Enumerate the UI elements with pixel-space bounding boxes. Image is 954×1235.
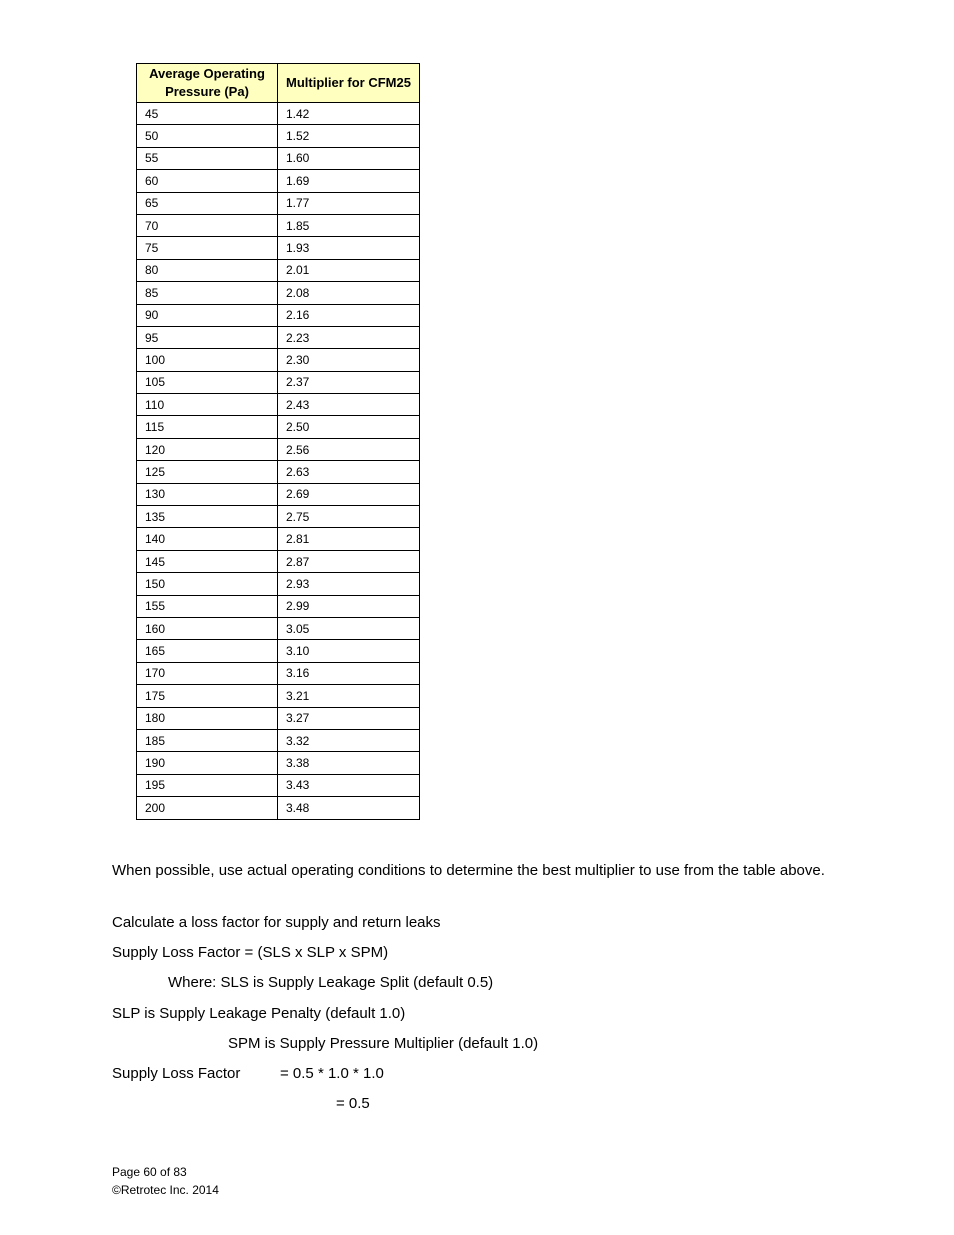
table-row [137,237,420,259]
table-row [137,371,420,393]
table-header-row [137,64,420,103]
pressure-cell: 75 [137,237,278,259]
pressure-cell: 115 [137,416,278,438]
line-spm-definition: SPM is Supply Pressure Multiplier (default 1.0) [228,1035,539,1052]
multiplier-cell: 3.48 [278,797,420,819]
multiplier-cell: 3.10 [278,640,420,662]
header-average-operating-pressure: Average Operating Pressure (Pa) [137,64,278,103]
pressure-cell: 150 [137,573,278,595]
multiplier-cell: 2.08 [278,282,420,304]
line-slp-definition: SLP is Supply Leakage Penalty (default 1.0) [112,1005,406,1022]
pressure-cell: 55 [137,147,278,169]
footer-page-number: Page 60 of 83 [112,1165,187,1179]
pressure-cell: 100 [137,349,278,371]
table-row [137,394,420,416]
pressure-cell: 140 [137,528,278,550]
multiplier-cell: 1.69 [278,170,420,192]
table-row [137,483,420,505]
multiplier-cell: 3.16 [278,662,420,684]
pressure-cell: 170 [137,662,278,684]
multiplier-cell: 3.05 [278,617,420,639]
multiplier-cell: 2.37 [278,371,420,393]
multiplier-cell: 1.60 [278,147,420,169]
table-row [137,438,420,460]
table-row [137,170,420,192]
multiplier-cell: 2.81 [278,528,420,550]
pressure-cell: 65 [137,192,278,214]
multiplier-cell: 3.43 [278,774,420,796]
multiplier-cell: 2.87 [278,550,420,572]
table-row [137,103,420,125]
pressure-cell: 135 [137,506,278,528]
multiplier-cell: 2.75 [278,506,420,528]
multiplier-cell: 2.01 [278,259,420,281]
table-row [137,125,420,147]
multiplier-cell: 1.93 [278,237,420,259]
table-row [137,192,420,214]
footer-copyright: ©Retrotec Inc. 2014 [112,1183,219,1197]
table-row [137,461,420,483]
pressure-cell: 105 [137,371,278,393]
pressure-cell: 70 [137,214,278,236]
multiplier-cell: 2.56 [278,438,420,460]
pressure-cell: 185 [137,729,278,751]
pressure-multiplier-table [136,63,420,820]
multiplier-cell: 1.52 [278,125,420,147]
calc-expression: = 0.5 * 1.0 * 1.0 [280,1065,384,1082]
pressure-cell: 175 [137,685,278,707]
table-row [137,685,420,707]
pressure-cell: 160 [137,617,278,639]
multiplier-cell: 2.69 [278,483,420,505]
line-calculate-loss-factor: Calculate a loss factor for supply and return leaks [112,914,441,931]
table-row [137,729,420,751]
pressure-cell: 95 [137,326,278,348]
table-row [137,528,420,550]
pressure-cell: 155 [137,595,278,617]
table-row [137,506,420,528]
multiplier-cell: 3.21 [278,685,420,707]
table-row [137,259,420,281]
table-row [137,617,420,639]
pressure-cell: 165 [137,640,278,662]
line-supply-loss-formula: Supply Loss Factor = (SLS x SLP x SPM) [112,944,389,961]
pressure-cell: 130 [137,483,278,505]
pressure-cell: 80 [137,259,278,281]
table-row [137,304,420,326]
multiplier-cell: 2.43 [278,394,420,416]
table-row [137,550,420,572]
multiplier-cell: 1.85 [278,214,420,236]
table-row [137,707,420,729]
table-row [137,595,420,617]
table-row [137,416,420,438]
pressure-cell: 195 [137,774,278,796]
pressure-cell: 45 [137,103,278,125]
paragraph-best-multiplier: When possible, use actual operating conditions to determine the best multiplier to use from the table above. [112,862,825,879]
multiplier-cell: 2.93 [278,573,420,595]
multiplier-cell: 2.50 [278,416,420,438]
multiplier-cell: 3.38 [278,752,420,774]
pressure-cell: 120 [137,438,278,460]
table-body [137,103,420,820]
table-row [137,282,420,304]
calc-label: Supply Loss Factor [112,1065,241,1082]
header-multiplier-cfm25: Multiplier for CFM25 [278,64,420,103]
pressure-cell: 180 [137,707,278,729]
pressure-cell: 190 [137,752,278,774]
multiplier-cell: 3.32 [278,729,420,751]
pressure-cell: 50 [137,125,278,147]
multiplier-cell: 1.77 [278,192,420,214]
table-row [137,640,420,662]
table-row [137,662,420,684]
multiplier-cell: 2.99 [278,595,420,617]
multiplier-cell: 2.30 [278,349,420,371]
pressure-cell: 90 [137,304,278,326]
table-row [137,214,420,236]
multiplier-cell: 1.42 [278,103,420,125]
table-row [137,797,420,819]
table-row [137,349,420,371]
pressure-cell: 110 [137,394,278,416]
multiplier-cell: 3.27 [278,707,420,729]
pressure-cell: 125 [137,461,278,483]
line-where-sls: Where: SLS is Supply Leakage Split (default 0.5) [168,974,494,991]
table-row [137,326,420,348]
pressure-cell: 145 [137,550,278,572]
table-row [137,774,420,796]
table-row [137,147,420,169]
multiplier-cell: 2.63 [278,461,420,483]
pressure-cell: 85 [137,282,278,304]
multiplier-cell: 2.23 [278,326,420,348]
table-row [137,573,420,595]
pressure-cell: 60 [137,170,278,192]
multiplier-cell: 2.16 [278,304,420,326]
pressure-cell: 200 [137,797,278,819]
table-row [137,752,420,774]
calc-result: = 0.5 [336,1095,370,1112]
